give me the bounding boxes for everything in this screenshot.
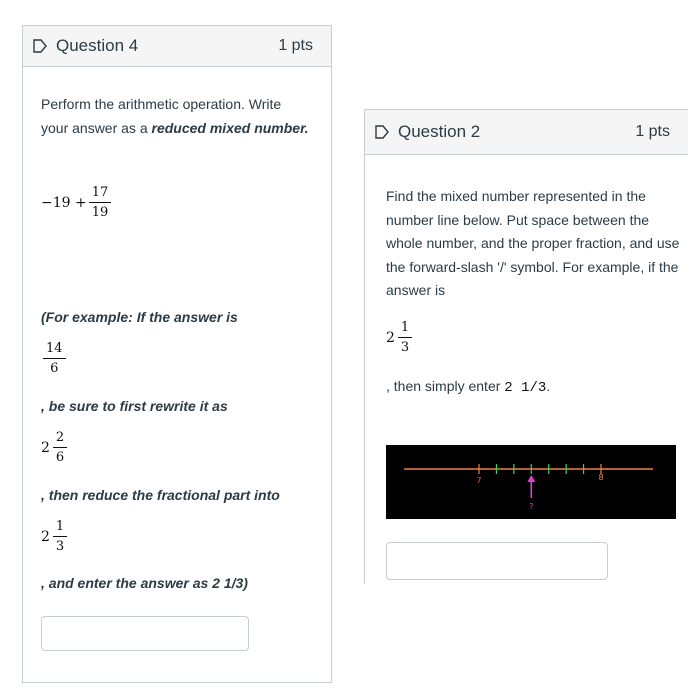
example-step-2: , then reduce the fractional part into bbox=[41, 487, 280, 503]
number-line-image bbox=[386, 445, 676, 519]
question-2-answer-input[interactable] bbox=[386, 542, 608, 580]
proper-fraction bbox=[53, 519, 67, 554]
fraction-denominator: 6 bbox=[50, 361, 59, 376]
mixed-number-2 bbox=[41, 519, 69, 554]
improper-fraction bbox=[43, 341, 66, 376]
fraction-numerator: 14 bbox=[43, 341, 66, 359]
question-4-points: 1 pts bbox=[278, 37, 313, 54]
question-4-instructions bbox=[41, 93, 311, 140]
number-line-unknown-label: ? bbox=[529, 502, 534, 511]
proper-fraction bbox=[53, 430, 67, 465]
fraction-numerator: 2 bbox=[53, 430, 67, 448]
number-line-start-label: 7 bbox=[476, 476, 482, 485]
number-line-end-label: 8 bbox=[598, 473, 604, 482]
example-mixed-number bbox=[386, 320, 414, 355]
example-step-1: , be sure to first rewrite it as bbox=[41, 398, 228, 414]
arithmetic-expression bbox=[41, 185, 113, 220]
question-2-points: 1 pts bbox=[635, 123, 670, 140]
entry-end: . bbox=[546, 378, 551, 394]
whole-part: 2 bbox=[41, 439, 50, 456]
fraction-numerator: 1 bbox=[53, 519, 67, 537]
whole-part: 2 bbox=[386, 329, 395, 346]
flag-icon[interactable] bbox=[374, 124, 390, 140]
question-4-card bbox=[22, 25, 332, 683]
question-4-title: Question 4 bbox=[56, 36, 139, 55]
question-2-header bbox=[365, 110, 688, 155]
fraction-numerator: 17 bbox=[89, 185, 112, 203]
example-intro: (For example: If the answer is bbox=[41, 309, 238, 325]
fraction-numerator: 1 bbox=[398, 320, 412, 338]
question-4-header bbox=[23, 26, 331, 67]
example-fraction bbox=[41, 341, 68, 376]
whole-part: 2 bbox=[41, 528, 50, 545]
fraction-denominator: 3 bbox=[55, 539, 65, 554]
expression-lead: −19 + bbox=[41, 194, 87, 211]
instructions-emphasis: reduced mixed number. bbox=[151, 119, 309, 136]
mixed-number-1 bbox=[41, 430, 69, 465]
question-2-instructions: Find the mixed number represented in the number line below. Put space between the whole number, and the proper fraction, and use the forward-slash '/' symbol. For example, if the answer is bbox=[386, 188, 680, 298]
question-4-answer-input[interactable] bbox=[41, 616, 249, 651]
question-2-card bbox=[364, 109, 688, 584]
example-step-3: , and enter the answer as 2 1/3) bbox=[41, 575, 248, 591]
entry-example: 2 1/3 bbox=[504, 380, 547, 396]
entry-text: , then simply enter bbox=[386, 378, 505, 394]
instructions-text: Perform the arithmetic operation. Write your answer as a bbox=[41, 96, 282, 136]
proper-fraction bbox=[398, 320, 412, 355]
question-2-title: Question 2 bbox=[398, 122, 481, 141]
flag-icon[interactable] bbox=[32, 38, 48, 54]
fraction-denominator: 3 bbox=[400, 340, 410, 355]
fraction-denominator: 6 bbox=[55, 450, 65, 465]
fraction-denominator: 19 bbox=[91, 205, 109, 220]
expression-fraction bbox=[89, 185, 112, 220]
entry-instruction bbox=[386, 375, 550, 401]
